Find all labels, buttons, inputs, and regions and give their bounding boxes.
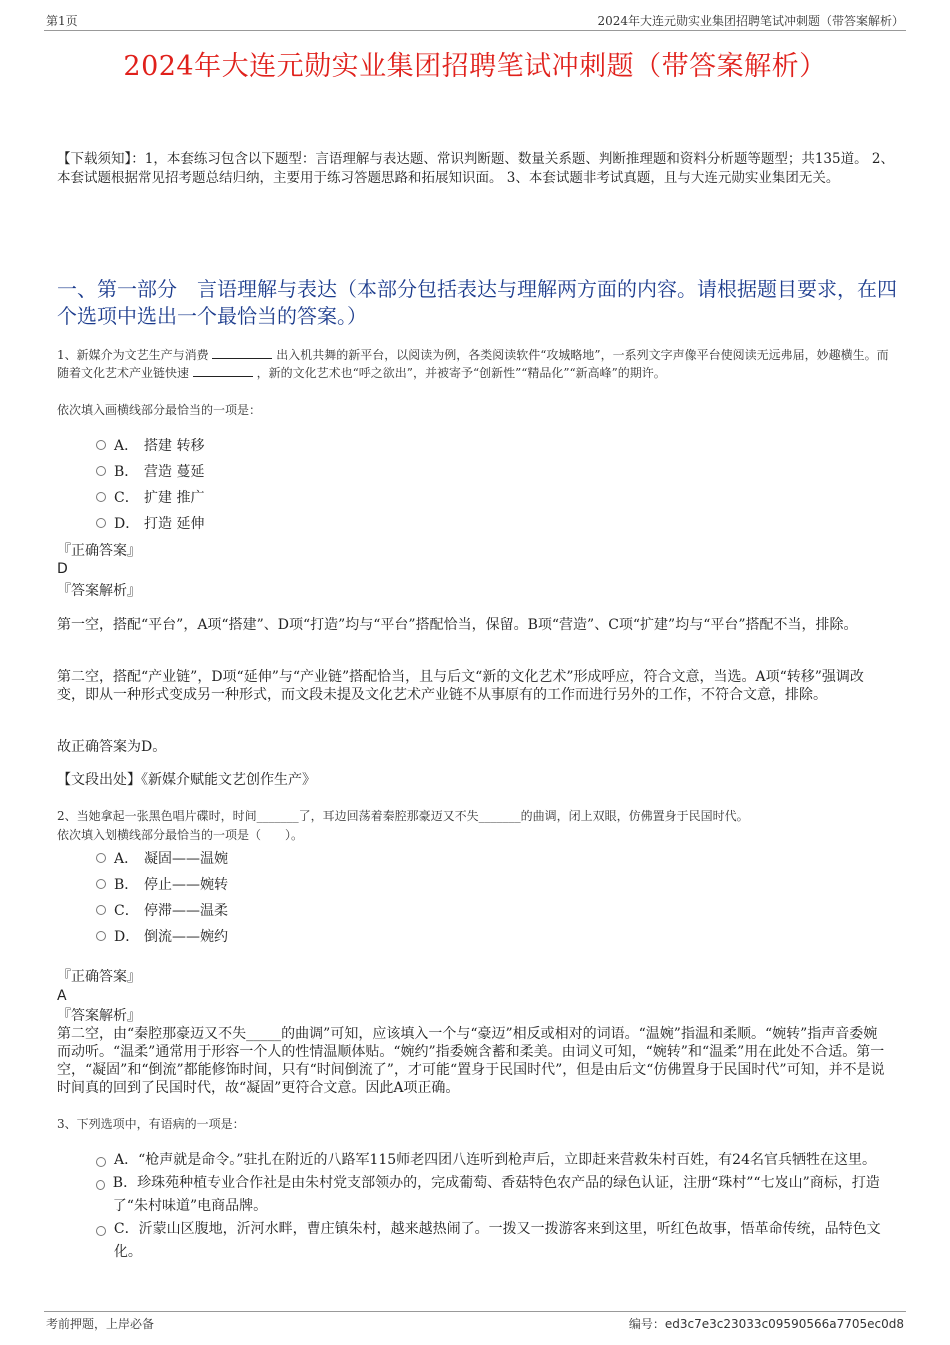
option-body: 沂蒙山区腹地，沂河水畔，曹庄镇朱村，越来越热闹了。一拨又一拨游客来到这里，听红色故事，悟革命传统，品特色文化。 <box>113 1221 881 1260</box>
q1-blank-2 <box>193 365 253 377</box>
q1-text-1: 1、新媒介为文艺生产与消费 <box>57 348 209 362</box>
q2-answer-value: A <box>57 988 67 1004</box>
q1-blank-1 <box>212 347 272 359</box>
option-body: “枪声就是命令。”驻扎在附近的八路军115师老四团八连听到枪声后，立即赶来营救朱村百姓，有24名官兵牺牲在这里。 <box>138 1152 876 1168</box>
footer-serial-label: 编号： <box>628 1317 665 1331</box>
option-text: 停止——婉转 <box>144 877 228 893</box>
q3-option-c[interactable] <box>96 1218 896 1264</box>
q1-analysis-paragraph: 故正确答案为D。 <box>57 739 167 755</box>
header-doc-title: 2024年大连元勋实业集团招聘笔试冲刺题（带答案解析） <box>597 14 904 28</box>
radio-icon[interactable] <box>96 440 106 450</box>
q2-answer-label: 『正确答案』 <box>57 969 141 985</box>
option-text: 扩建 推广 <box>144 490 205 506</box>
q1-instruction: 依次填入画横线部分最恰当的一项是： <box>57 403 262 417</box>
q2-option-d[interactable] <box>96 923 228 949</box>
option-text: 营造 蔓延 <box>144 464 205 480</box>
option-text: 倒流——婉约 <box>144 929 228 945</box>
q1-analysis-paragraph: 第二空，搭配“产业链”，D项“延伸”与“产业链”搭配恰当，且与后文“新的文化艺术”形成呼应，符合文意，当选。A项“转移”强调改变，即从一种形式变成另一种形式，而文段未提及文化艺术产业链不从事原有的工作而进行另外的工作，不符合文意，排除。 <box>57 669 864 703</box>
q1-options <box>96 432 204 536</box>
document-title: 2024年大连元勋实业集团招聘笔试冲刺题（带答案解析） <box>123 51 827 82</box>
q1-answer-value: D <box>57 561 68 577</box>
radio-icon[interactable] <box>96 905 106 915</box>
option-letter: A． <box>114 1152 139 1168</box>
q2-option-c[interactable] <box>96 897 228 923</box>
footer-serial-code: ed3c7e3c23033c09590566a7705ec0d8 <box>664 1317 904 1331</box>
option-letter: D． <box>114 929 140 945</box>
q2-analysis-paragraph <box>57 1025 887 1097</box>
q3-option-a[interactable] <box>96 1149 896 1172</box>
radio-icon[interactable] <box>96 931 106 941</box>
q1-text-2: 出入机共舞的新平台，以阅读为例，各类阅读软件“攻城略地”，一系列文字声像平台使阅读无远弗届，妙趣横生。而随着文化艺术产业链快速 <box>57 348 889 380</box>
option-text: 停滞——温柔 <box>144 903 228 919</box>
q2-options <box>96 845 228 949</box>
download-notice: 【下载须知】：1，本套练习包含以下题型：言语理解与表达题、常识判断题、数量关系题、判断推理题和资料分析题等题型；共135道。 2、本套试题根据常见招考题总结归纳，主要用于练习答题思路和拓展知识面。 3、本套试题非考试真题，且与大连元勋实业集团无关。 <box>57 151 894 186</box>
q1-analysis-paragraph: 第一空，搭配“平台”，A项“搭建”、D项“打造”均与“平台”搭配恰当，保留。B项“营造”、C项“扩建”均与“平台”搭配不当，排除。 <box>57 617 858 633</box>
option-text: 打造 延伸 <box>144 516 205 532</box>
q2-analysis-text-1: 第二空，由“秦腔那豪迈又不失 <box>57 1026 247 1042</box>
footer-serial <box>629 1315 904 1332</box>
q2-analysis-text-2: 的曲调”可知，应该填入一个与“豪迈”相反或相对的词语。“温婉”指温和柔顺。“婉转”指声音委婉而动听。“温柔”通常用于形容一个人的性情温顺体贴。“婉约”指委婉含蓄和柔美。由词义可知，“婉转”和“温柔”用在此处不合适。第一空，“凝固”和“倒流”都能修饰时间，只有“时间倒流了”，才可能“置身于民国时代”，但是由后文“仿佛置身于民国时代”可知，并不是说时间真的回到了民国时代，故“凝固”更符合文意。因此A项正确。 <box>57 1026 885 1096</box>
q1-option-a[interactable] <box>96 432 204 458</box>
option-text <box>114 1218 896 1264</box>
option-body: 珍珠苑种植专业合作社是由朱村党支部领办的，完成葡萄、香菇特色农产品的绿色认证，注册“珠村”“七岌山”商标，打造了“朱村味道”电商品牌。 <box>112 1175 880 1214</box>
q2-analysis-label: 『答案解析』 <box>57 1008 141 1024</box>
question-3-stem: 3、下列选项中，有语病的一项是： <box>57 1117 245 1131</box>
radio-icon[interactable] <box>96 853 106 863</box>
q1-text-3: ，新的文化艺术也“呼之欲出”，并被寄予“创新性”“精品化”“新高峰”的期许。 <box>256 366 666 380</box>
option-text <box>113 1172 896 1218</box>
option-text <box>114 1149 876 1172</box>
q2-text-3: 的曲调，闭上双眼，仿佛置身于民国时代。 <box>520 809 749 823</box>
option-letter: A． <box>114 438 139 454</box>
q2-analysis-blank: _____ <box>246 1026 282 1042</box>
radio-icon[interactable] <box>96 492 106 502</box>
radio-icon[interactable] <box>96 1226 106 1236</box>
radio-icon[interactable] <box>96 1157 106 1167</box>
q2-blank-2: _______ <box>478 809 521 823</box>
option-letter: C． <box>113 1221 139 1237</box>
q2-text-2: 了，耳边回荡着秦腔那豪迈又不失 <box>298 809 479 823</box>
q2-text-1: 2、当她拿起一张黑色唱片碟时，时间 <box>57 809 257 823</box>
q1-option-d[interactable] <box>96 510 204 536</box>
header-page-number: 第1页 <box>46 14 78 28</box>
option-text: 凝固——温婉 <box>144 851 228 867</box>
q1-option-c[interactable] <box>96 484 204 510</box>
option-letter: C． <box>114 490 139 506</box>
option-letter: B． <box>112 1175 138 1191</box>
option-letter: C． <box>114 903 139 919</box>
q3-option-b[interactable] <box>96 1172 896 1218</box>
footer-slogan: 考前押题，上岸必备 <box>46 1317 155 1331</box>
q1-source: 【文段出处】《新媒介赋能文艺创作生产》 <box>57 772 316 788</box>
q2-instruction: 依次填入划横线部分最恰当的一项是（ ）。 <box>57 828 304 842</box>
radio-icon[interactable] <box>96 466 106 476</box>
q1-answer-label: 『正确答案』 <box>57 543 141 559</box>
radio-icon[interactable] <box>96 879 106 889</box>
radio-icon[interactable] <box>96 1180 105 1190</box>
footer-divider <box>44 1311 906 1312</box>
section-heading: 一、第一部分 言语理解与表达（本部分包括表达与理解两方面的内容。请根据题目要求，在四个选项中选出一个最恰当的答案。） <box>57 277 897 328</box>
q1-analysis-label: 『答案解析』 <box>57 583 141 599</box>
radio-icon[interactable] <box>96 518 106 528</box>
option-letter: D． <box>114 516 140 532</box>
option-letter: B． <box>114 464 139 480</box>
option-letter: A． <box>114 851 139 867</box>
q2-option-a[interactable] <box>96 845 228 871</box>
option-text: 搭建 转移 <box>144 438 205 454</box>
question-2-stem <box>57 807 897 825</box>
q2-blank-1: _______ <box>256 809 299 823</box>
header-divider <box>44 30 906 31</box>
q3-options <box>96 1149 896 1264</box>
q1-option-b[interactable] <box>96 458 204 484</box>
q2-option-b[interactable] <box>96 871 228 897</box>
option-letter: B． <box>114 877 139 893</box>
question-1-stem <box>57 346 897 382</box>
